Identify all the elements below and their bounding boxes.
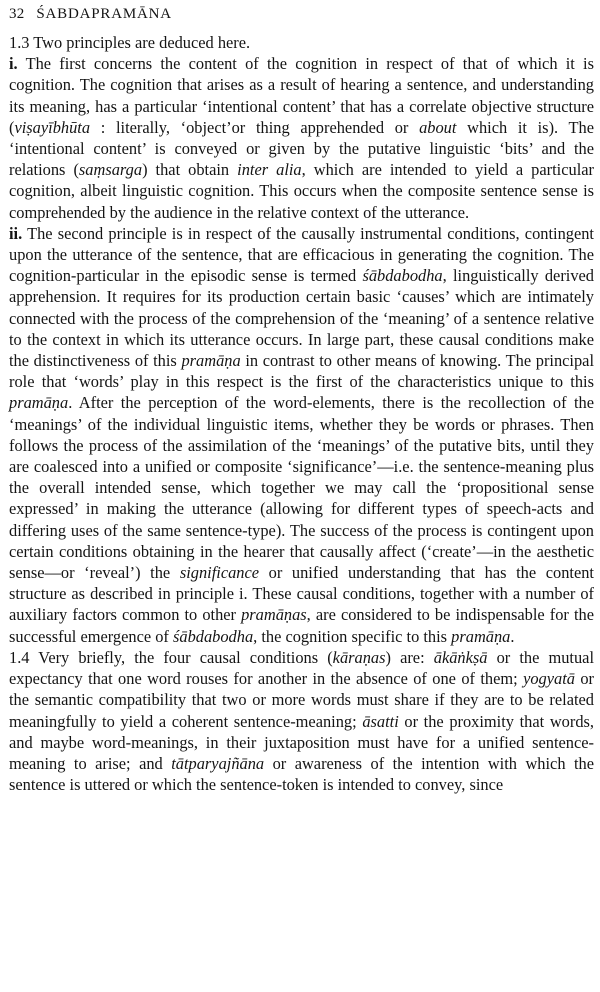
italic-term: pramāṇas — [241, 605, 307, 625]
text-run: , are considered to be indispensable for the successful emergence of — [9, 605, 594, 646]
italic-term: ākāṅkṣā — [433, 647, 488, 667]
italic-term: yogyatā — [523, 669, 575, 689]
italic-term: kāraṇas — [332, 647, 386, 667]
italic-term: saṃsarga — [78, 160, 143, 180]
italic-term: viṣayībhūta — [14, 117, 91, 137]
text-run: or the proximity that words, and maybe word-meanings, in their juxtaposition must have for a unified sentence-meaning to arise; and — [9, 711, 594, 773]
text-run: in contrast to other means of knowing. The principal role that ‘words’ play in this respect is the first of the characteristics unique to this — [9, 351, 594, 392]
italic-term: inter alia — [237, 160, 302, 180]
body-text — [9, 32, 594, 795]
italic-term: pramāṇa — [181, 351, 241, 371]
text-run: The second principle is in respect of the causally instrumental conditions, contingent upon the utterance of the sentence, that are efficacious in generating the cognition. The cognition-particular in the episodic sense is termed — [9, 223, 594, 286]
text-run: or unified understanding that has the content structure as described in principle i. These causal conditions, together with a number of auxiliary factors common to other — [9, 563, 594, 625]
text-run: which it is). The ‘intentional content’ is conveyed or given by the putative linguistic ‘bits’ and the relations ( — [9, 117, 594, 180]
italic-term: about — [419, 117, 457, 137]
text-run: ) are: — [385, 647, 434, 667]
italic-term: śābdabodha — [173, 626, 254, 646]
page-number: 32 — [9, 6, 25, 22]
section-heading: 1.3 Two principles are deduced here. — [9, 33, 251, 52]
text-run: or awareness of the intention with which the sentence is uttered or which the sentence-token is intended to convey, since — [9, 753, 594, 795]
text-run: 1.4 Very briefly, the four causal conditions ( — [9, 647, 333, 667]
paragraph-principle-ii — [9, 223, 594, 647]
text-run: or the semantic compatibility that two or more words must share if they are to be related meaningfully to yield a coherent sentence-meaning; — [9, 669, 594, 731]
italic-term: pramāṇa — [9, 393, 69, 413]
running-title: ŚABDAPRAMĀNA — [36, 6, 172, 22]
text-run: ) that obtain — [142, 160, 238, 180]
italic-term: āsatti — [362, 711, 399, 731]
paragraph-label: ii. — [9, 223, 23, 243]
text-run: , which are intended to yield a particular cognition, albeit linguistic cognition. This occurs when the composite sentence sense is comprehended by the audience in the relative context of the utterance. — [9, 160, 594, 222]
italic-term: significance — [179, 563, 260, 583]
paragraph-label: i. — [9, 54, 18, 74]
text-run: , linguistically derived apprehension. It requires for its production certain basic ‘causes’ which are intimately connected with the process of the comprehension of the ‘meaning’ of a sentence relative to the context in which its utterance occurs. In large part, these causal conditions make the distinctiveness of this — [9, 266, 595, 371]
italic-term: pramāṇa — [451, 626, 511, 646]
text-run: The first concerns the content of the cognition in respect of that of which it is cognition. The cognition that arises as a result of hearing a sentence, and understanding its meaning, has a particular ‘intentional content’ that has a correlate objective structure ( — [9, 54, 594, 137]
text-run: , the cognition specific to this — [253, 626, 452, 646]
paragraph-1-4 — [9, 647, 594, 795]
italic-term: śābdabodha — [362, 266, 443, 286]
paragraph-principle-i — [9, 53, 594, 223]
text-run: or the mutual expectancy that one word rouses for another in the absence of one of them; — [9, 647, 594, 689]
text-run: . — [510, 626, 515, 646]
italic-term: tātparyajñāna — [171, 753, 265, 773]
text-run: : literally, ‘object’or thing apprehended or — [90, 117, 420, 137]
text-run: . After the perception of the word-elements, there is the recollection of the ‘meanings’ of the individual linguistic items, whether they be words or phrases. Then follows the process of the assimilation of the ‘meanings’ of the putative bits, until they are coalesced into a unified or composite ‘significance’—i.e. the sentence-meaning plus the overall intended sense, which together we may call the ‘propositional sense expressed’ in making the utterance (allowing for different types of speech-acts and differing uses of the same sentence-type). The success of the process is contingent upon certain conditions obtaining in the hearer that causally affect (‘create’—in the aesthetic sense—or ‘reveal’) the — [9, 393, 594, 583]
running-head — [9, 0, 594, 32]
